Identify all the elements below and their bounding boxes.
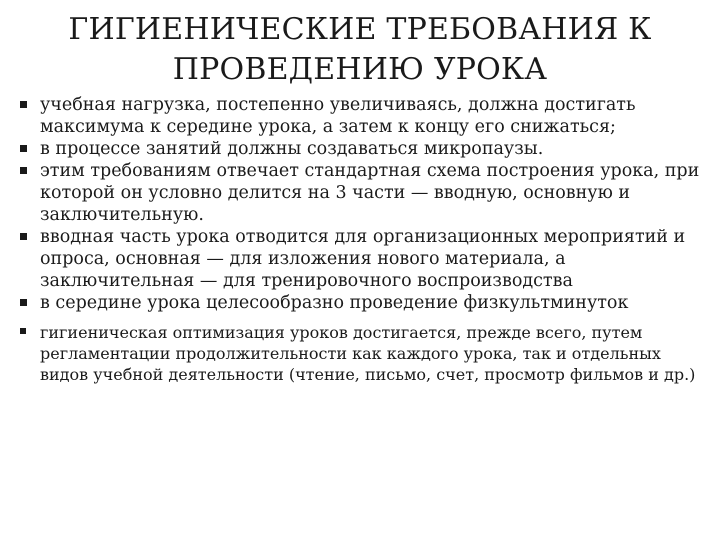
slide-title: ГИГИЕНИЧЕСКИЕ ТРЕБОВАНИЯ К ПРОВЕДЕНИЮ УРОКА [68,12,652,87]
bullet-text: в середине урока целесообразно проведение физкультминуток [40,293,629,313]
bullet-list [18,94,708,385]
square-bullet-icon [20,145,27,152]
bullet-text: в процессе занятий должны создаваться микропаузы. [40,139,544,159]
square-bullet-icon [20,167,27,174]
bullet-item [18,94,708,138]
bullet-item [18,160,708,226]
bullet-text: гигиеническая оптимизация уроков достигается, прежде всего, путем регламентации продолжительности как каждого урока, так и отдельных видов учебной деятельности (чтение, письмо, счет, просмотр фильмов и др.) [40,323,696,384]
square-bullet-icon [20,299,27,306]
square-bullet-icon [20,328,26,334]
bullet-item [18,322,708,385]
bullet-text: вводная часть урока отводится для организационных мероприятий и опроса, основная — для изложения нового материала, а заключительная — для тренировочного воспроизводства [40,227,686,291]
bullet-item [18,138,708,160]
bullet-text: учебная нагрузка, постепенно увеличиваясь, должна достигать максимума к середине урока, а затем к концу его снижаться; [40,95,636,137]
square-bullet-icon [20,101,27,108]
bullet-item [18,292,708,314]
bullet-item [18,226,708,292]
square-bullet-icon [20,233,27,240]
bullet-text: этим требованиям отвечает стандартная схема построения урока, при которой он условно делится на 3 части — вводную, основную и заключительную. [40,161,700,225]
